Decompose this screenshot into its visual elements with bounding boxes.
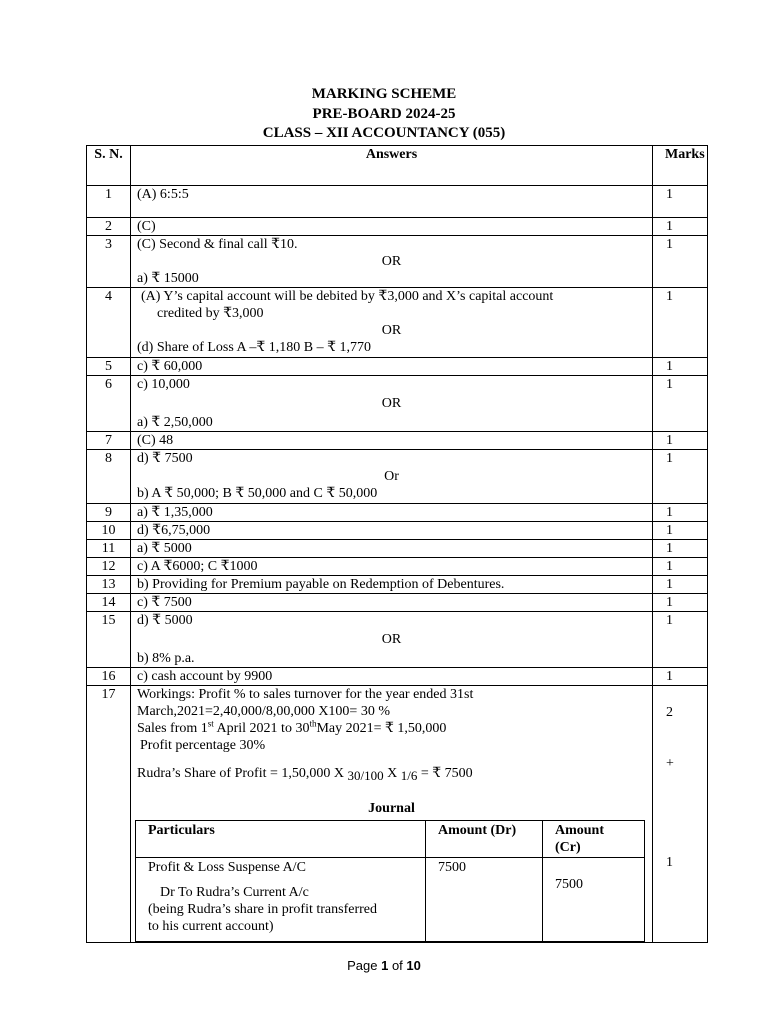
exam-name: PRE-BOARD 2024-25 bbox=[312, 106, 456, 122]
row-answer bbox=[131, 686, 653, 943]
row-sn: 1 bbox=[87, 186, 131, 218]
table-row bbox=[87, 376, 708, 432]
row-marks: 1 bbox=[653, 522, 708, 540]
row-sn: 6 bbox=[87, 376, 131, 432]
row-sn: 7 bbox=[87, 432, 131, 450]
row-answer: b) Providing for Premium payable on Redemption of Debentures. bbox=[131, 576, 653, 594]
subject-line: CLASS – XII ACCOUNTANCY (055) bbox=[262, 125, 506, 141]
table-row bbox=[87, 504, 708, 522]
row-answer: d) ₹ 7500 Or b) A ₹ 50,000; B ₹ 50,000 and C ₹ 50,000 bbox=[131, 450, 653, 504]
row-marks: 1 bbox=[653, 576, 708, 594]
journal-dr-amount: 7500 bbox=[426, 858, 543, 942]
row-sn: 12 bbox=[87, 558, 131, 576]
row-marks: 1 bbox=[653, 450, 708, 504]
workings-line: Sales from 1st April 2021 to 30thMay 2021= ₹ 1,50,000 bbox=[137, 718, 447, 736]
row-sn: 15 bbox=[87, 612, 131, 668]
row-marks: 1 bbox=[653, 612, 708, 668]
row-sn: 17 bbox=[87, 686, 131, 943]
row-marks: 1 bbox=[653, 594, 708, 612]
table-row bbox=[87, 668, 708, 686]
row-answer: a) ₹ 5000 bbox=[131, 540, 653, 558]
row-answer: d) ₹6,75,000 bbox=[131, 522, 653, 540]
table-row bbox=[87, 612, 708, 668]
table-row bbox=[87, 236, 708, 288]
row-answer: c) 10,000 OR a) ₹ 2,50,000 bbox=[131, 376, 653, 432]
row-marks: 1 bbox=[653, 668, 708, 686]
row-answer: (C) bbox=[131, 218, 653, 236]
row-answer: c) A ₹6000; C ₹1000 bbox=[131, 558, 653, 576]
row-answer: c) cash account by 9900 bbox=[131, 668, 653, 686]
row-marks: 1 bbox=[653, 186, 708, 218]
doc-title: MARKING SCHEME bbox=[311, 86, 457, 102]
row-marks: 1 bbox=[653, 376, 708, 432]
row-marks: 1 bbox=[653, 358, 708, 376]
row-sn: 2 bbox=[87, 218, 131, 236]
col-marks-header: Marks bbox=[653, 146, 708, 186]
row-sn: 3 bbox=[87, 236, 131, 288]
table-row bbox=[87, 450, 708, 504]
row-marks: 1 bbox=[653, 432, 708, 450]
workings-line: Profit percentage 30% bbox=[140, 738, 266, 753]
col-answers-header: Answers bbox=[131, 146, 653, 186]
table-row bbox=[87, 432, 708, 450]
row-answer: (C) Second & final call ₹10. OR a) ₹ 15000 bbox=[131, 236, 653, 288]
row-sn: 8 bbox=[87, 450, 131, 504]
row-marks: 2 + 1 bbox=[653, 686, 708, 943]
table-row bbox=[87, 186, 708, 218]
row-sn: 4 bbox=[87, 288, 131, 358]
table-row bbox=[87, 558, 708, 576]
journal-particulars: Profit & Loss Suspense A/C Dr To Rudra’s Current A/c (being Rudra’s share in profit transferred to his current account) bbox=[136, 858, 426, 942]
row-answer: (A) Y’s capital account will be debited by ₹3,000 and X’s capital account credited by ₹3,000 OR (d) Share of Loss A –₹ 1,180 B – ₹ 1,770 bbox=[131, 288, 653, 358]
row-marks: 1 bbox=[653, 540, 708, 558]
journal-title: Journal bbox=[368, 801, 415, 816]
table-row bbox=[87, 576, 708, 594]
row-marks: 1 bbox=[653, 236, 708, 288]
table-row bbox=[87, 594, 708, 612]
journal-col-dr: Amount (Dr) bbox=[426, 821, 543, 858]
row-answer: d) ₹ 5000 OR b) 8% p.a. bbox=[131, 612, 653, 668]
row-marks: 1 bbox=[653, 504, 708, 522]
table-row bbox=[87, 358, 708, 376]
table-row bbox=[87, 522, 708, 540]
row-answer: c) ₹ 7500 bbox=[131, 594, 653, 612]
journal-col-particulars: Particulars bbox=[136, 821, 426, 858]
workings-line: March,2021=2,40,000/8,00,000 X100= 30 % bbox=[137, 704, 390, 719]
row-answer: c) ₹ 60,000 bbox=[131, 358, 653, 376]
row-answer: (C) 48 bbox=[131, 432, 653, 450]
journal-cr-amount: 7500 bbox=[543, 858, 645, 942]
table-header-row bbox=[87, 146, 708, 186]
workings-line: Rudra’s Share of Profit = 1,50,000 X 30/100 X 1/6 = ₹ 7500 bbox=[137, 766, 473, 783]
journal-col-cr: Amount (Cr) bbox=[543, 821, 645, 858]
row-sn: 14 bbox=[87, 594, 131, 612]
row-answer: a) ₹ 1,35,000 bbox=[131, 504, 653, 522]
journal-table bbox=[135, 820, 645, 942]
row-sn: 16 bbox=[87, 668, 131, 686]
row-sn: 13 bbox=[87, 576, 131, 594]
row-marks: 1 bbox=[653, 288, 708, 358]
table-row bbox=[87, 218, 708, 236]
row-answer: (A) 6:5:5 bbox=[131, 186, 653, 218]
table-row bbox=[87, 540, 708, 558]
row-marks: 1 bbox=[653, 218, 708, 236]
row-marks: 1 bbox=[653, 558, 708, 576]
journal-header-row bbox=[136, 821, 645, 858]
marking-scheme-table bbox=[86, 145, 708, 943]
row-sn: 11 bbox=[87, 540, 131, 558]
page-footer: Page 1 of 10 bbox=[347, 958, 421, 973]
journal-entry-row bbox=[136, 858, 645, 942]
row-sn: 5 bbox=[87, 358, 131, 376]
table-row bbox=[87, 686, 708, 943]
workings-line: Workings: Profit % to sales turnover for the year ended 31st bbox=[137, 687, 474, 702]
table-row bbox=[87, 288, 708, 358]
col-sn-header: S. N. bbox=[87, 146, 131, 186]
row-sn: 10 bbox=[87, 522, 131, 540]
row-sn: 9 bbox=[87, 504, 131, 522]
